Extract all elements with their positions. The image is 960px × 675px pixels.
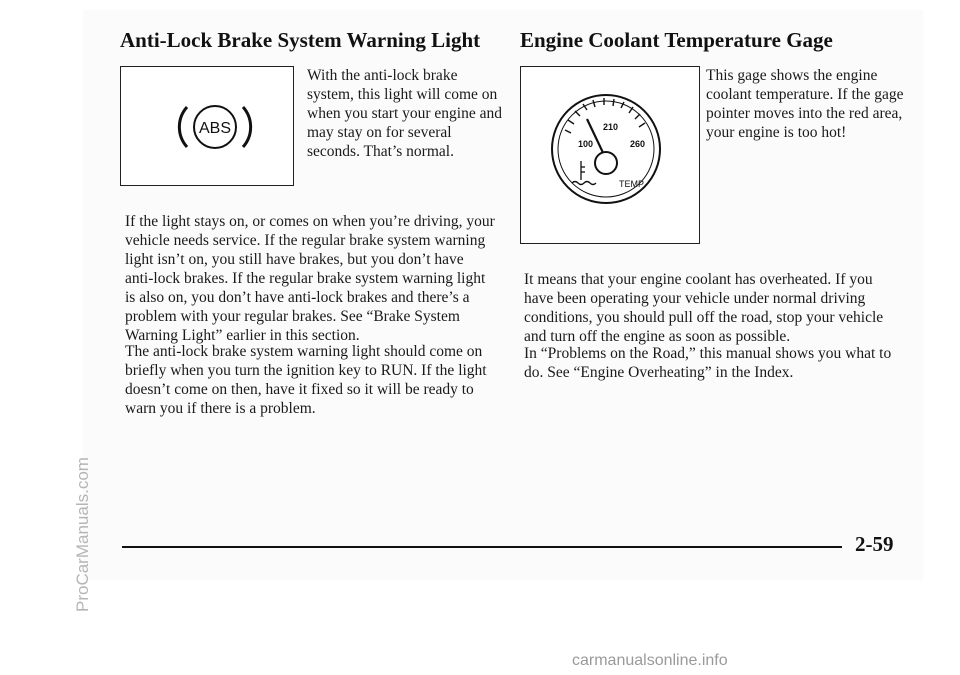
abs-warning-light-icon	[121, 67, 293, 185]
gauge-high-label: 260	[630, 139, 646, 149]
coolant-caption: This gage shows the engine coolant temperature. If the gage pointer moves into the red area, your engine is too hot!	[706, 67, 904, 141]
page-number: 2-59	[855, 532, 894, 556]
abs-paragraph-2: The anti-lock brake system warning light should come on briefly when you turn the ignition key to RUN. If the light doesn’t come on then, have it fixed so it will be ready to warn you if there is a problem.	[125, 343, 487, 417]
gauge-mid-label: 210	[603, 122, 619, 132]
coolant-temperature-gauge	[521, 67, 699, 243]
abs-paragraph-1: If the light stays on, or comes on when you’re driving, your vehicle needs service. If the regular brake system warning light isn’t on, you still have brakes, but you don’t have anti-lock brakes. If the regular brake system warning light is also on, you don’t have anti-lock brakes and there’s a problem with your regular brakes. See “Brake System Warning Light” earlier in this section.	[125, 213, 495, 344]
footer-rule	[122, 546, 842, 548]
gauge-temp-label: TEMP	[619, 179, 645, 189]
abs-caption: With the anti-lock brake system, this light will come on when you start your engine and may stay on for several seconds. That’s normal.	[307, 67, 502, 160]
footer-site-label: carmanualsonline.info	[572, 652, 728, 669]
coolant-gauge-figure	[520, 66, 700, 244]
gauge-low-label: 100	[578, 139, 594, 149]
coolant-section-heading: Engine Coolant Temperature Gage	[520, 28, 833, 52]
coolant-paragraph-1: It means that your engine coolant has overheated. If you have been operating your vehicle under normal driving conditions, you should pull off the road, stop your vehicle and turn off the engine as soon as possible.	[524, 271, 884, 345]
abs-warning-figure	[120, 66, 294, 186]
side-watermark: ProCarManuals.com	[73, 457, 92, 612]
gauge-hub	[595, 152, 617, 174]
coolant-paragraph-2: In “Problems on the Road,” this manual shows you what to do. See “Engine Overheating” in the Index.	[524, 345, 892, 381]
abs-icon-label: ABS	[198, 120, 232, 137]
abs-section-heading: Anti-Lock Brake System Warning Light	[120, 28, 481, 52]
